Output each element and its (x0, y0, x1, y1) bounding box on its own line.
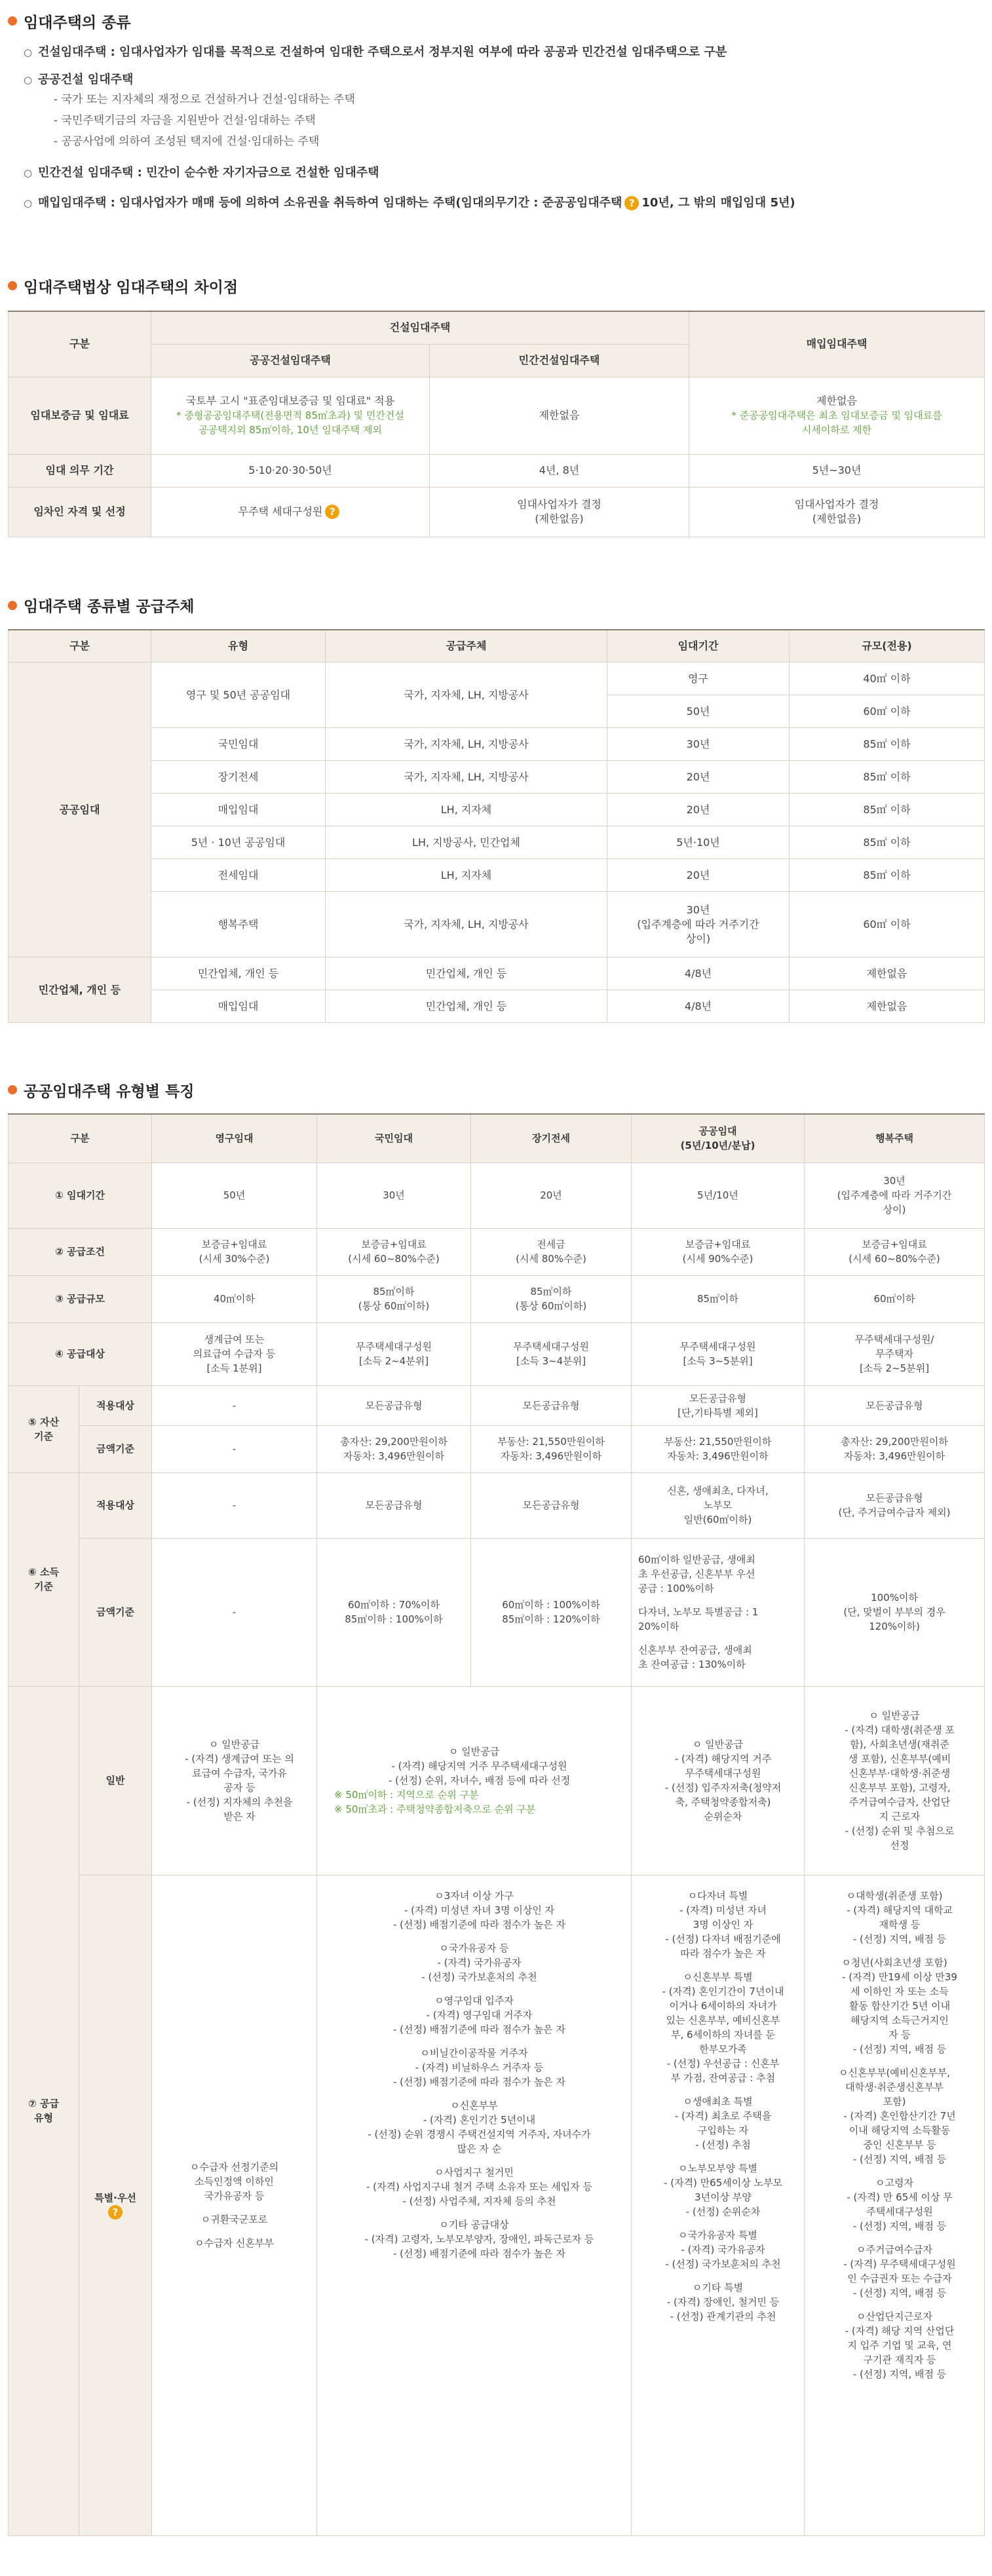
table-header: 영구임대 (152, 1114, 317, 1163)
table-cell: 제한없음 (790, 957, 985, 990)
table-cell: 85㎡ 이하 (790, 826, 985, 859)
table-cell: 4/8년 (607, 957, 790, 990)
table-cell (805, 1686, 985, 1875)
cell-line: ㅇ대학생(취준생 포함) (846, 1889, 943, 1902)
table-cell: 보증금+임대료 (시세 60~80%수준) (805, 1228, 985, 1275)
table-cell: 국가, 지자체, LH, 지방공사 (326, 761, 607, 794)
list-item-text (38, 194, 795, 212)
sub-list (54, 89, 984, 152)
cell-line: ㅇ청년(사회초년생 포함) (841, 1956, 947, 1969)
table-cell: 제한없음 (790, 990, 985, 1023)
cell-line: - (자격) 장애인, 철거민 등 (666, 2296, 780, 2308)
cell-line: - (자격) 사업지구내 철거 주택 소유자 또는 세입자 등 (366, 2180, 593, 2193)
cell-line: - (선정) 입주자저축(청약저 축, 주택청약종합저축) 순위순차 (664, 1782, 782, 1822)
section-title-types (8, 8, 984, 34)
row-label (79, 1875, 152, 2535)
table-cell: 40㎡이하 (152, 1275, 317, 1322)
cell-line: - (선정) 사업주체, 지자체 등의 추천 (402, 2195, 556, 2207)
supplier-table (8, 629, 985, 1024)
row-label: 금액기준 (79, 1425, 152, 1472)
cell-line: ㅇ 일반공급 (208, 1739, 260, 1750)
cell-line: ㅇ 일반공급 (448, 1746, 500, 1758)
section-title-diff (8, 273, 984, 299)
row-label: ① 임대기간 (9, 1163, 152, 1228)
table-cell: 신혼, 생애최초, 다자녀, 노부모 일반(60㎡이하) (632, 1472, 805, 1538)
table-cell: - (152, 1472, 317, 1538)
row-label: 임차인 자격 및 선정 (9, 487, 151, 537)
cell-line: - (자격) 최초로 주택을 구입하는 자 (674, 2109, 772, 2136)
table-cell: 모든공급유형 (317, 1472, 471, 1538)
table-header: 국민임대 (317, 1114, 471, 1163)
cell-line: - (선정) 배점기준에 따라 점수가 높은 자 (392, 2023, 566, 2035)
table-header: 유형 (151, 630, 326, 663)
cell-line: ㅇ신혼부부 (450, 2099, 498, 2111)
cell-note: ※ 50㎡이하 : 지역으로 순위 구분 (334, 1789, 479, 1801)
section-title-supplier (8, 592, 984, 619)
row-label: ③ 공급규모 (9, 1275, 152, 1322)
cell-line: ㅇ산업단지근로자 (856, 2310, 932, 2322)
table-header: 매입임대주택 (689, 311, 985, 377)
cell-line: - (선정) 지역, 배점 등 (852, 2043, 947, 2055)
table-cell: 영구 및 50년 공공임대 (151, 663, 326, 728)
table-cell: 100%이하 (단, 맞벌이 부부의 경우 120%이하) (805, 1538, 985, 1686)
table-cell (152, 1875, 317, 2535)
row-label: ② 공급조건 (9, 1228, 152, 1275)
cell-line: - (선정) 추첨 (695, 2138, 751, 2151)
table-row (9, 663, 985, 695)
list-item (24, 71, 984, 89)
table-header: 공공건설임대주택 (151, 344, 430, 377)
cell-line: ㅇ국가유공자 등 (439, 1942, 509, 1954)
sub-item: - 공공사업에 의하여 조성된 택지에 건설·임대하는 주택 (54, 135, 320, 148)
table-header: 구분 (9, 1114, 152, 1163)
cell-line: ㅇ 일반공급 (692, 1739, 744, 1750)
cell-line: - (자격) 혼인기간이 7년이내 이거나 6세이하의 자녀가 있는 신혼부부, 예비신혼부 부, 6세이하의 자녀를 둔 한부모가족 (662, 1985, 784, 2055)
row-group-label: ⑤ 자산 기준 (9, 1385, 79, 1472)
text-part: 매입임대주택 : 임대사업자가 매매 등에 의하여 소유권을 취득하여 임대하는 주택(임대의무기간 : 준공공임대주택 (38, 196, 622, 210)
table-cell: 20년 (607, 794, 790, 826)
cell-line: - (선정) 우선공급 : 신혼부 부 가점, 잔여공급 : 추첨 (666, 2057, 780, 2084)
cell-line: - (자격) 해당지역 거주 무주택세대구성원 (391, 1760, 567, 1772)
table-header: 공급주체 (326, 630, 607, 663)
table-cell: 30년 (입주계층에 따라 거주기간 상이) (805, 1163, 985, 1228)
cell-line: - (선정) 순위, 자녀수, 배점 등에 따라 선정 (388, 1775, 571, 1786)
table-cell: 민간업체, 개인 등 (151, 957, 326, 990)
table-cell: 60㎡이하 : 100%이하 85㎡이하 : 120%이하 (471, 1538, 632, 1686)
cell-line: ㅇ생애최초 특별 (683, 2095, 753, 2107)
table-cell: - (152, 1538, 317, 1686)
table-row (9, 859, 985, 892)
cell-text: 국토부 고시 "표준임대보증금 및 임대료" 적용 (185, 394, 395, 407)
bullet-dot-icon (8, 281, 17, 290)
cell-line: ㅇ비닐간이공작물 거주자 (420, 2047, 528, 2059)
cell-line: - (자격) 미성년 자녀 3명 이상인 자 (404, 1904, 555, 1916)
help-icon[interactable]: ? (624, 196, 639, 210)
row-group-label: ⑥ 소득 기준 (9, 1472, 79, 1686)
table-row (9, 1472, 985, 1538)
table-cell: 국가, 지자체, LH, 지방공사 (326, 663, 607, 728)
table-cell: 보증금+임대료 (시세 90%수준) (632, 1228, 805, 1275)
table-row (9, 794, 985, 826)
table-cell: 국가, 지자체, LH, 지방공사 (326, 892, 607, 957)
cell-line: ㅇ신혼부부(예비신혼부부, 대학생·취준생신혼부부 포함) (839, 2066, 951, 2107)
table-cell: 무주택세대구성원/ 무주택자 [소득 2~5분위] (805, 1322, 985, 1385)
table-cell: 60㎡ 이하 (790, 892, 985, 957)
circle-bullet-icon: ○ (24, 167, 33, 179)
table-cell: 전세금 (시세 80%수준) (471, 1228, 632, 1275)
bullet-dot-icon (8, 1085, 17, 1094)
cell-note: * 준공공임대주택은 최초 임대보증금 및 임대료를 시세이하로 제한 (731, 410, 942, 436)
table-cell: 영구 (607, 663, 790, 695)
cell-line: - (선정) 지역, 배점 등 (852, 2153, 947, 2165)
cell-line: ㅇ국가유공자 특별 (678, 2229, 757, 2241)
table-cell: 보증금+임대료 (시세 30%수준) (152, 1228, 317, 1275)
table-cell: 85㎡ 이하 (790, 859, 985, 892)
cell-line: - (선정) 관계기관의 추천 (670, 2310, 776, 2322)
table-cell: 행복주택 (151, 892, 326, 957)
table-row (9, 377, 985, 454)
cell-line: - (자격) 혼인기간 5년이내 (423, 2113, 536, 2126)
cell-line: - (자격) 무주택세대구성원 인 수급권자 또는 수급자 (843, 2258, 956, 2284)
table-cell: 40㎡ 이하 (790, 663, 985, 695)
table-cell (317, 1875, 632, 2535)
help-icon[interactable]: ? (325, 505, 339, 519)
cell-text: 다자녀, 노부모 특별공급 : 1 20%이하 (638, 1606, 759, 1632)
cell-line: ㅇ기타 공급대상 (439, 2218, 509, 2231)
cell-line: - (자격) 미성년 자녀 3명 이상인 자 (679, 1904, 767, 1931)
table-cell: 60㎡이하 (805, 1275, 985, 1322)
table-cell: 60㎡이하 : 70%이하 85㎡이하 : 100%이하 (317, 1538, 471, 1686)
table-header: 민간건설임대주택 (430, 344, 689, 377)
row-label: ④ 공급대상 (9, 1322, 152, 1385)
table-cell: 전세임대 (151, 859, 326, 892)
cell-line: - (선정) 지역, 배점 등 (852, 2286, 947, 2299)
table-cell (805, 1875, 985, 2535)
section-title-text: 임대주택법상 임대주택의 차이점 (24, 279, 238, 296)
table-cell (632, 1538, 805, 1686)
table-cell: 무주택세대구성원 [소득 2~4분위] (317, 1322, 471, 1385)
table-cell: 매입임대 (151, 794, 326, 826)
cell-line: - (선정) 지역, 배점 등 (852, 2220, 947, 2232)
table-cell: 30년 (입주계층에 따라 거주기간 상이) (607, 892, 790, 957)
table-cell: 모든공급유형 (단, 주거급여수급자 제외) (805, 1472, 985, 1538)
table-row (9, 1163, 985, 1228)
table-cell: 60㎡ 이하 (790, 695, 985, 728)
table-cell: 50년 (607, 695, 790, 728)
table-row (9, 487, 985, 537)
table-cell: 국가, 지자체, LH, 지방공사 (326, 728, 607, 761)
section-title-text: 공공임대주택 유형별 특징 (24, 1083, 195, 1100)
table-row (9, 892, 985, 957)
table-cell (689, 377, 985, 454)
table-cell (632, 1686, 805, 1875)
cell-line: - (자격) 해당 지역 산업단 지 입주 기업 및 교육, 연 구기관 재직자 등 (845, 2324, 955, 2366)
cell-note: * 중형공공임대주택(전용면적 85㎡초과) 및 민간건설 공공택지외 85㎡이하, 10년 임대주택 제외 (176, 410, 404, 436)
circle-bullet-icon: ○ (24, 47, 33, 58)
table-cell: - (152, 1425, 317, 1472)
table-header: 구분 (9, 311, 151, 377)
table-cell: 모든공급유형 [단,기타특별 제외] (632, 1385, 805, 1425)
table-cell: 모든공급유형 (471, 1385, 632, 1425)
table-cell: 30년 (317, 1163, 471, 1228)
cell-line: ㅇ수급자 신혼부부 (195, 2237, 274, 2249)
cell-line: - (선정) 지역, 배점 등 (852, 2368, 947, 2380)
cell-text: 무주택 세대구성원 (238, 505, 323, 518)
section-title-features (8, 1077, 984, 1103)
table-cell: 총자산: 29,200만원이하 자동차: 3,496만원이하 (317, 1425, 471, 1472)
cell-line: - (선정) 순위 및 추첨으로 선정 (845, 1825, 955, 1851)
cell-line: - (선정) 다자녀 배점기준에 따라 점수가 높은 자 (665, 1932, 781, 1959)
list-item (24, 194, 984, 212)
table-cell: 20년 (471, 1163, 632, 1228)
cell-line: - (선정) 지역, 배점 등 (852, 1932, 947, 1945)
table-row (9, 1875, 985, 2535)
table-header: 건설임대주택 (151, 311, 689, 344)
table-cell (151, 377, 430, 454)
cell-line: - (자격) 해당지역 대학교 재학생 등 (847, 1904, 953, 1931)
cell-note: ※ 50㎡초과 : 주택청약종합저축으로 순위 구분 (334, 1803, 536, 1815)
cell-line: ㅇ고령자 (875, 2176, 913, 2189)
circle-bullet-icon: ○ (24, 74, 33, 86)
table-cell: 85㎡이하 (통상 60㎡이하) (317, 1275, 471, 1322)
features-table (8, 1113, 985, 2536)
table-cell: 부동산: 21,550만원이하 자동차: 3,496만원이하 (471, 1425, 632, 1472)
row-label-text: 특별·우선 (94, 2191, 136, 2204)
cell-line: - (선정) 배점기준에 따라 점수가 높은 자 (392, 2075, 566, 2088)
cell-line: - (선정) 국가보훈처의 추천 (421, 1970, 537, 1983)
diff-table (8, 311, 985, 537)
table-row (9, 1538, 985, 1686)
table-cell: - (152, 1385, 317, 1425)
types-list (24, 43, 984, 212)
row-label: 임대 의무 기간 (9, 454, 151, 487)
cell-line: - (자격) 영구임대 거주자 (426, 2009, 533, 2021)
table-cell: 국민임대 (151, 728, 326, 761)
cell-line: ㅇ노부모부양 특별 (678, 2162, 757, 2174)
cell-text: 60㎡이하 일반공급, 생애최 초 우선공급, 신혼부부 우선 공급 : 100%이하 (638, 1554, 755, 1594)
table-cell: 무주택세대구성원 [소득 3~4분위] (471, 1322, 632, 1385)
cell-line: - (자격) 해당지역 거주 무주택세대구성원 (674, 1753, 772, 1779)
table-cell: 모든공급유형 (317, 1385, 471, 1425)
cell-line: - (선정) 국가보훈처의 추천 (665, 2258, 781, 2270)
cell-line: - (자격) 만19세 이상 만39 세 이하인 자 또는 소득 활동 합산기간 5년 이내 해당지역 소득근거지인 자 등 (842, 1970, 957, 2041)
table-row (9, 1686, 985, 1875)
table-cell: 85㎡이하 (632, 1275, 805, 1322)
cell-line: ㅇ신혼부부 특별 (683, 1970, 753, 1983)
table-cell (632, 1875, 805, 2535)
table-cell: 매입임대 (151, 990, 326, 1023)
cell-text: 신혼부부 잔여공급, 생애최 초 잔여공급 : 130%이하 (638, 1644, 752, 1670)
table-cell: 20년 (607, 761, 790, 794)
cell-line: - (선정) 지자체의 추천을 받은 자 (186, 1796, 293, 1822)
row-label: 일반 (79, 1686, 152, 1875)
sub-item: - 국가 또는 지자체의 재정으로 건설하거나 건설·임대하는 주택 (54, 93, 355, 106)
table-row (9, 990, 985, 1023)
cell-line: - (자격) 비닐하우스 거주자 등 (415, 2061, 544, 2073)
table-cell: 5·10·20·30·50년 (151, 454, 430, 487)
section-title-text: 임대주택 종류별 공급주체 (24, 598, 195, 615)
cell-line: ㅇ사업지구 철거민 (434, 2166, 514, 2178)
table-cell: 5년~30년 (689, 454, 985, 487)
cell-line: - (자격) 고령자, 노부모부양자, 장애인, 파독근로자 등 (364, 2233, 594, 2245)
list-item-text: 민간건설 임대주택 : 민간이 순수한 자기자금으로 건설한 임대주택 (38, 166, 379, 180)
cell-line: ㅇ주거급여수급자 (856, 2243, 932, 2256)
table-cell (317, 1686, 632, 1875)
table-cell: LH, 지자체 (326, 859, 607, 892)
table-row (9, 761, 985, 794)
table-cell: 민간업체, 개인 등 (326, 957, 607, 990)
cell-line: - (자격) 국가유공자 (681, 2243, 765, 2256)
table-cell: 4/8년 (607, 990, 790, 1023)
cell-line: - (자격) 국가유공자 (437, 1956, 522, 1969)
table-header: 임대기간 (607, 630, 790, 663)
cell-line: ㅇ다자녀 특별 (687, 1889, 748, 1902)
table-cell: 임대사업자가 결정 (제한없음) (689, 487, 985, 537)
row-group-label: ⑦ 공급 유형 (9, 1686, 79, 2535)
cell-line: - (자격) 대학생(취준생 포 함), 사회초년생(재취준 생 포함), 신혼부부(예비 신혼부부·대학생·취준생 신혼부부 포함), 고령자, 주거급여수급자, 산업단 지 근로자 (845, 1724, 955, 1822)
table-cell: 부동산: 21,550만원이하 자동차: 3,496만원이하 (632, 1425, 805, 1472)
table-row (9, 728, 985, 761)
table-cell: 85㎡ 이하 (790, 761, 985, 794)
table-cell: 총자산: 29,200만원이하 자동차: 3,496만원이하 (805, 1425, 985, 1472)
cell-line: ㅇ영구임대 입주자 (434, 1994, 514, 2007)
table-row (9, 1322, 985, 1385)
table-cell: LH, 지방공사, 민간업체 (326, 826, 607, 859)
cell-line: - (선정) 배점기준에 따라 점수가 높은 자 (392, 1918, 566, 1931)
table-cell: 제한없음 (430, 377, 689, 454)
table-cell: 85㎡ 이하 (790, 728, 985, 761)
table-cell: 85㎡ 이하 (790, 794, 985, 826)
table-row (9, 1275, 985, 1322)
bullet-dot-icon (8, 601, 17, 610)
list-item (24, 164, 984, 182)
table-cell: 4년, 8년 (430, 454, 689, 487)
row-label: 적용대상 (79, 1472, 152, 1538)
table-cell: 30년 (607, 728, 790, 761)
table-row (9, 454, 985, 487)
table-cell: 5년·10년 (607, 826, 790, 859)
row-label: 임대보증금 및 임대료 (9, 377, 151, 454)
table-row (9, 957, 985, 990)
cell-line: ㅇ귀환국군포로 (200, 2214, 268, 2225)
row-label: 적용대상 (79, 1385, 152, 1425)
table-cell: 20년 (607, 859, 790, 892)
table-row (9, 1228, 985, 1275)
cell-line: - (자격) 혼인합산기간 7년 이내 해당지역 소득활동 중인 신혼부부 등 (843, 2109, 956, 2151)
circle-bullet-icon: ○ (24, 197, 33, 209)
table-cell: 장기전세 (151, 761, 326, 794)
sub-item: - 국민주택기금의 자금을 지원받아 건설·임대하는 주택 (54, 114, 316, 127)
cell-line: - (자격) 만65세이상 노부모 3년이상 부양 (664, 2176, 782, 2203)
cell-line: ㅇ3자녀 이상 가구 (434, 1889, 514, 1902)
table-cell: 50년 (152, 1163, 317, 1228)
table-cell: 생계급여 또는 의료급여 수급자 등 [소득 1분위] (152, 1322, 317, 1385)
row-group-label: 민간업체, 개인 등 (9, 957, 151, 1023)
table-cell: 무주택세대구성원 [소득 3~5분위] (632, 1322, 805, 1385)
list-item-text: 건설임대주택 : 임대사업자가 임대를 목적으로 건설하여 임대한 주택으로서 정부지원 여부에 따라 공공과 민간건설 임대주택으로 구분 (38, 45, 727, 59)
row-label: 금액기준 (79, 1538, 152, 1686)
list-item-text: 공공건설 임대주택 (38, 73, 134, 87)
cell-text: 제한없음 (816, 394, 857, 407)
table-cell: 임대사업자가 결정 (제한없음) (430, 487, 689, 537)
cell-line: - (선정) 순위순차 (685, 2205, 761, 2218)
cell-line: - (자격) 만 65세 이상 무 주택세대구성원 (847, 2191, 953, 2218)
table-cell: 85㎡이하 (통상 60㎡이하) (471, 1275, 632, 1322)
cell-line: ㅇ기타 특별 (692, 2281, 744, 2294)
cell-line: - (선정) 배점기준에 따라 점수가 높은 자 (392, 2247, 566, 2259)
table-row (9, 1425, 985, 1472)
table-cell: 모든공급유형 (805, 1385, 985, 1425)
cell-line: ㅇ수급자 선정기준의 소득인정액 이하인 국가유공자 등 (189, 2161, 279, 2202)
help-icon[interactable]: ? (108, 2205, 123, 2220)
cell-line: ㅇ 일반공급 (869, 1710, 920, 1721)
table-cell: 5년/10년 (632, 1163, 805, 1228)
table-cell: 모든공급유형 (471, 1472, 632, 1538)
cell-line: - (자격) 생계급여 또는 의 료급여 수급자, 국가유 공자 등 (185, 1753, 294, 1794)
table-header: 규모(전용) (790, 630, 985, 663)
table-cell: 5년 · 10년 공공임대 (151, 826, 326, 859)
table-cell: 민간업체, 개인 등 (326, 990, 607, 1023)
table-cell: 보증금+임대료 (시세 60~80%수준) (317, 1228, 471, 1275)
table-cell (151, 487, 430, 537)
table-row (9, 1385, 985, 1425)
bullet-dot-icon (8, 16, 17, 26)
table-cell: LH, 지자체 (326, 794, 607, 826)
row-group-label: 공공임대 (9, 663, 151, 957)
cell-line: - (선정) 순위 경쟁시 주택건설지역 거주자, 자녀수가 많은 자 순 (368, 2128, 591, 2155)
table-header: 공공임대 (5년/10년/분납) (632, 1114, 805, 1163)
table-header: 구분 (9, 630, 151, 663)
list-item (24, 43, 984, 62)
text-part: 10년, 그 밖의 매입임대 5년) (641, 196, 795, 210)
section-title-text: 임대주택의 종류 (24, 14, 131, 31)
table-row (9, 826, 985, 859)
table-header: 행복주택 (805, 1114, 985, 1163)
table-cell (152, 1686, 317, 1875)
table-header: 장기전세 (471, 1114, 632, 1163)
